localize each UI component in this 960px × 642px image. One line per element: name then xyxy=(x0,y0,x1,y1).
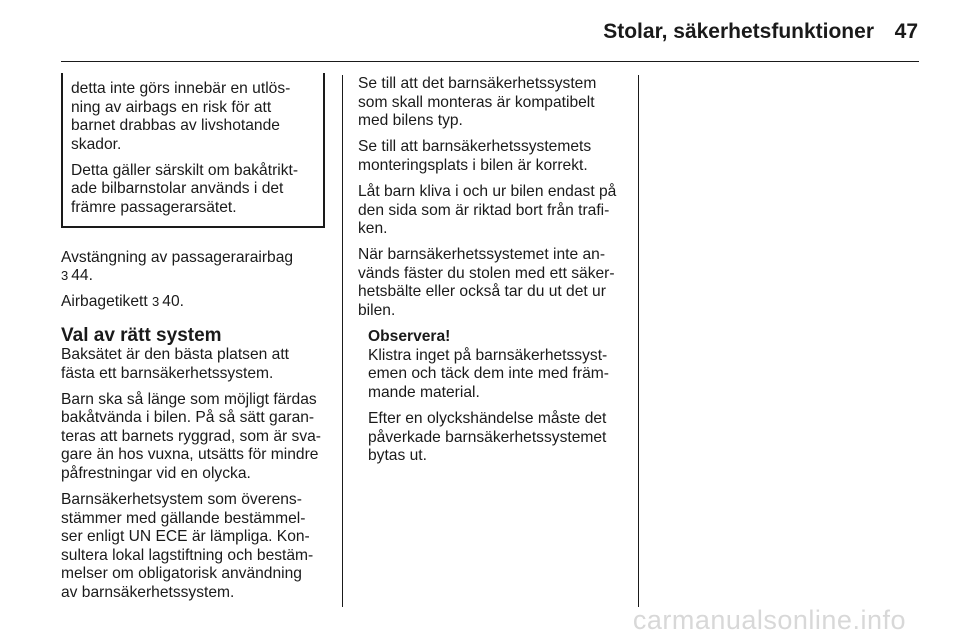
text-line: bilen. xyxy=(358,302,396,320)
text-line: Se till att barnsäkerhetssystemets xyxy=(358,138,592,156)
body-paragraph xyxy=(61,491,325,603)
text-line: sultera lokal lagstiftning och bestäm- xyxy=(61,546,314,564)
text-line: främre passagerarsätet. xyxy=(71,199,237,217)
text-line: Klistra inget på barnsäkerhetssyst- xyxy=(368,346,608,364)
warning-box xyxy=(61,73,325,228)
text-line: teras att barnets ryggrad, som är sva- xyxy=(61,427,321,445)
body-paragraph xyxy=(61,346,325,383)
warning-paragraph-1 xyxy=(71,80,315,154)
note-paragraph xyxy=(368,410,626,466)
text-line: ken. xyxy=(358,220,388,238)
text-line: den sida som är riktad bort från trafi- xyxy=(358,201,610,219)
text-line: skador. xyxy=(71,135,122,153)
note-paragraph xyxy=(368,347,626,403)
header-rule xyxy=(61,61,919,62)
left-column xyxy=(61,75,325,610)
cross-reference-airbag-deactivation xyxy=(61,249,325,286)
text-line: Låt barn kliva i och ur bilen endast på xyxy=(358,182,617,200)
text-line: Airbagetikett xyxy=(61,293,148,311)
column-divider-left xyxy=(342,75,343,607)
note-title: Observera! xyxy=(368,328,451,346)
header-title: Stolar, säkerhetsfunktioner xyxy=(603,20,874,43)
text-line: hetsbälte eller också tar du ut det ur xyxy=(358,283,606,301)
cross-reference-airbag-label xyxy=(61,293,325,312)
text-line: ning av airbags en risk för att xyxy=(71,98,272,116)
text-line: När barnsäkerhetssystemet inte an- xyxy=(358,246,606,264)
text-line: stämmer med gällande bestämmel- xyxy=(61,509,306,527)
body-paragraph xyxy=(358,246,626,320)
text-line: som skall monteras är kompatibelt xyxy=(358,93,595,111)
warning-paragraph-2 xyxy=(71,162,315,218)
text-line: med bilens typ. xyxy=(358,112,463,130)
page-number: 47 xyxy=(894,20,918,43)
text-line: vänds fäster du stolen med ett säker- xyxy=(358,264,615,282)
text-line: Se till att det barnsäkerhetssystem xyxy=(358,75,597,92)
body-paragraph xyxy=(358,138,626,175)
page-reference[interactable]: 44. xyxy=(71,267,93,285)
page-header xyxy=(0,0,960,62)
body-paragraph xyxy=(358,183,626,239)
text-line: mande material. xyxy=(368,383,480,401)
text-line: Barn ska så länge som möjligt färdas xyxy=(61,390,317,408)
middle-column xyxy=(358,75,626,473)
text-line: Baksätet är den bästa platsen att xyxy=(61,345,289,363)
text-line: barnet drabbas av livshotande xyxy=(71,117,280,135)
text-line: påfrestningar vid en olycka. xyxy=(61,465,251,482)
text-line: bytas ut. xyxy=(368,447,427,465)
text-line: fästa ett barnsäkerhetssystem. xyxy=(61,364,274,382)
page-reference-arrow-icon: 3 xyxy=(152,294,160,310)
text-line: Avstängning av passagerarairbag xyxy=(61,248,294,266)
text-line: Barnsäkerhetsystem som överens- xyxy=(61,491,302,509)
text-line: ade bilbarnstolar används i det xyxy=(71,180,284,198)
text-line: melser om obligatorisk användning xyxy=(61,565,302,583)
text-line: detta inte görs innebär en utlös- xyxy=(71,80,291,97)
text-line: Efter en olyckshändelse måste det xyxy=(368,410,607,427)
text-line: bakåtvända i bilen. På så sätt garan- xyxy=(61,409,315,427)
text-line: ser enligt UN ECE är lämpliga. Kon- xyxy=(61,528,310,546)
note-block xyxy=(358,328,626,466)
text-line: monteringsplats i bilen är korrekt. xyxy=(358,156,588,174)
page-reference[interactable]: 40. xyxy=(162,293,184,311)
body-paragraph xyxy=(358,75,626,131)
page-reference-arrow-icon: 3 xyxy=(61,268,69,284)
text-line: Detta gäller särskilt om bakåtrikt- xyxy=(71,161,299,179)
text-line: påverkade barnsäkerhetssystemet xyxy=(368,428,607,446)
text-line: emen och täck dem inte med främ- xyxy=(368,365,609,383)
column-divider-right xyxy=(638,75,639,607)
text-line: av barnsäkerhetssystem. xyxy=(61,584,235,602)
body-paragraph xyxy=(61,391,325,484)
section-heading: Val av rätt system xyxy=(61,324,222,346)
text-line: gare än hos vuxna, utsätts för mindre xyxy=(61,446,319,464)
watermark: carmanualsonline.info xyxy=(632,605,906,635)
